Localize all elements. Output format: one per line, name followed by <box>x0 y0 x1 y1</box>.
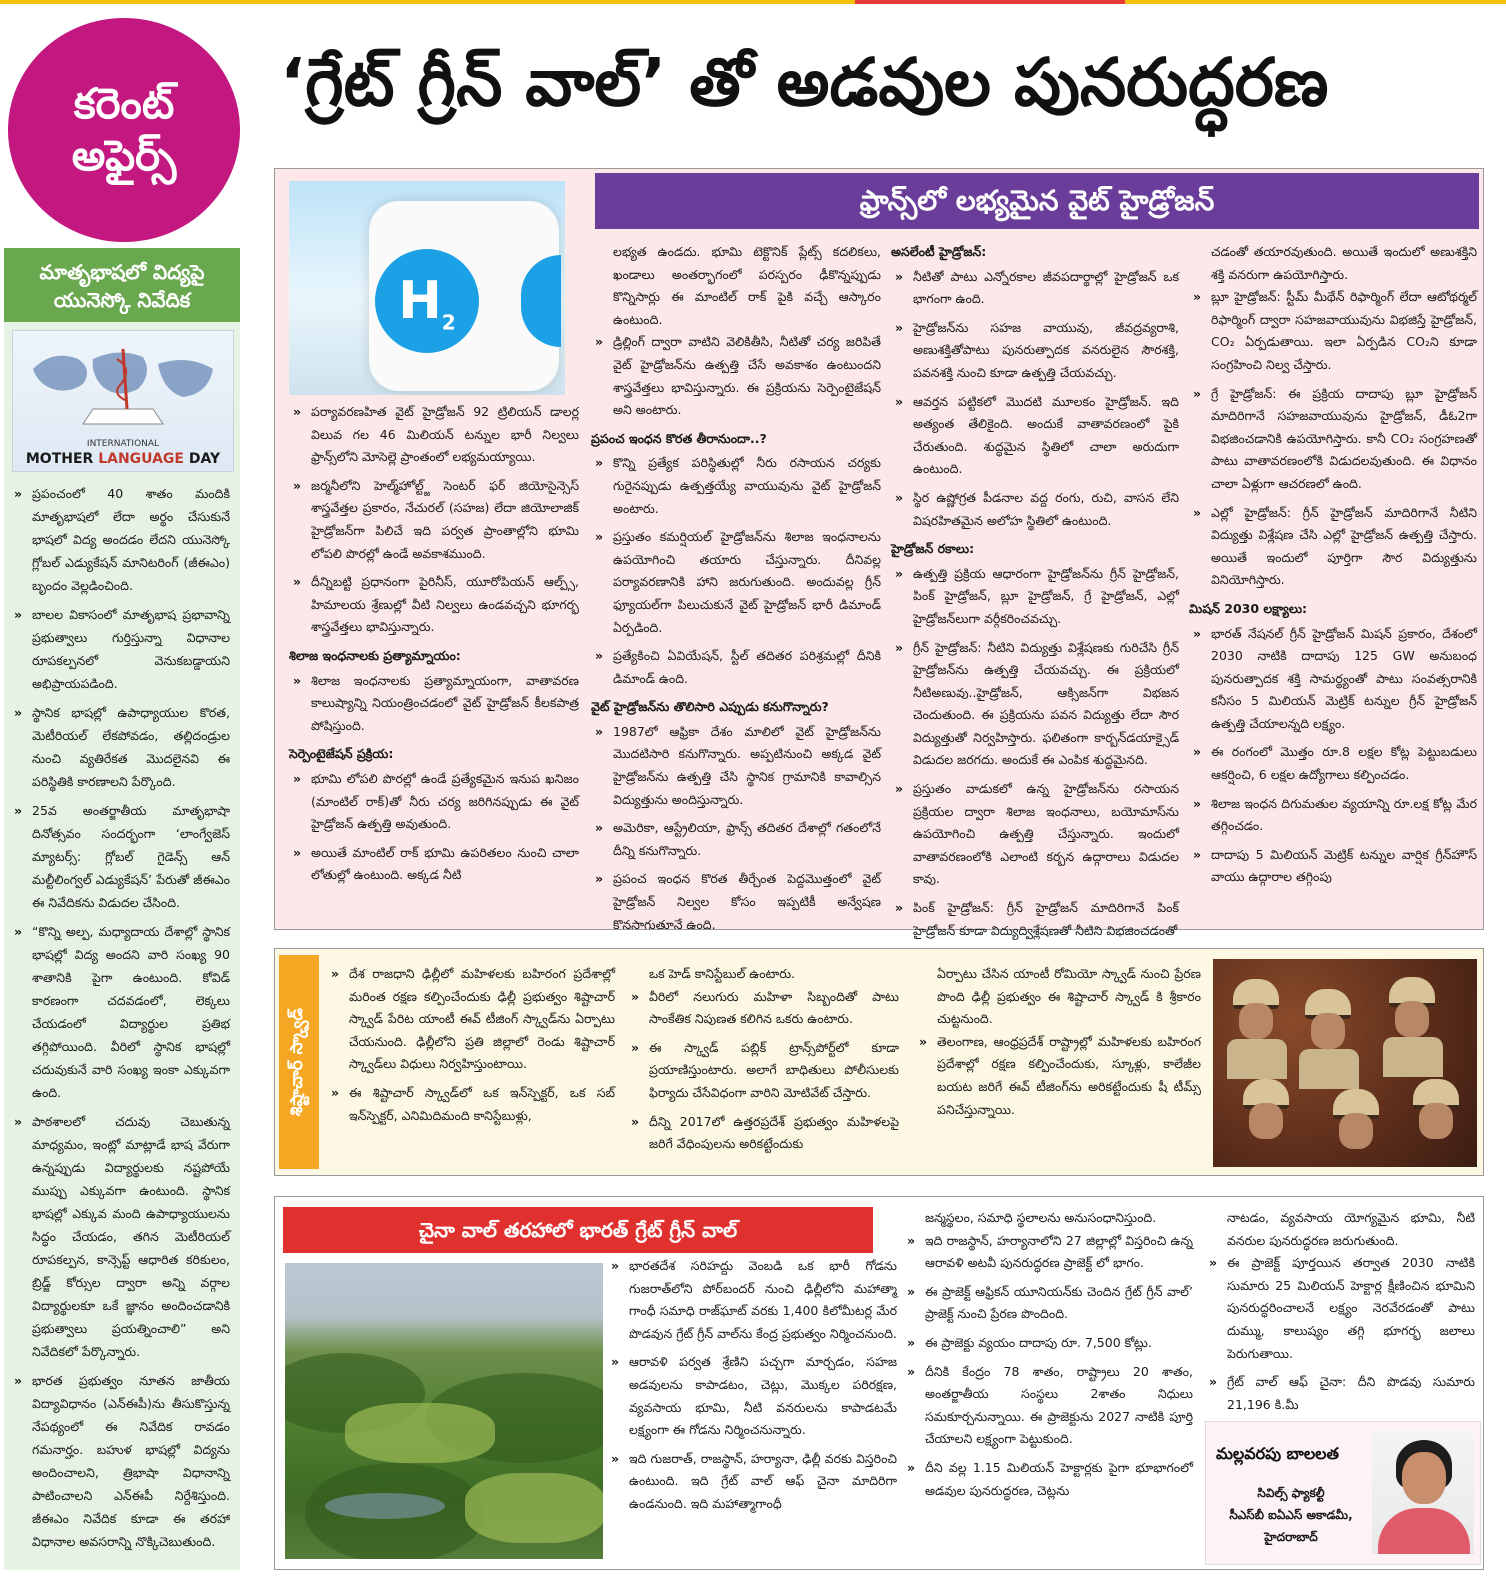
list-item: » ఉత్పత్తి ప్రక్రియ ఆధారంగా హైడ్రోజన్‌ను గ్రీన్ హైడ్రోజన్, పింక్ హైడ్రోజన్, బ్లూ హైడ్రోజన్, గ్రే హైడ్రోజన్, ఎల్లో హైడ్రోజన్‌లుగా వర్గీకరించవచ్చు. <box>891 563 1179 631</box>
h2-symbol: H <box>398 271 442 331</box>
white-hydrogen-section <box>274 168 1484 938</box>
list-item: » గ్రేట్ వాల్ ఆఫ్ చైనా: దీని పొడవు సుమారు 21,196 కి.మీ <box>1205 1371 1475 1416</box>
paragraph: ఏర్పాటు చేసిన యాంటీ రోమియో స్క్వాడ్ నుంచి ప్రేరణ పొంది ఢిల్లీ ప్రభుత్వం ఈ శిష్టాచార్ స్క్వాడ్ కి శ్రీకారం చుట్టనుంది. <box>937 966 1201 1027</box>
paragraph: నాటడం, వ్యవసాయ యోగ్యమైన భూమి, నీటి వనరుల పునరుద్ధరణ జరుగుతుంది. <box>1227 1210 1475 1248</box>
police-uniform <box>1383 1037 1443 1077</box>
left-column-text <box>4 472 240 1553</box>
mother-language-day-image <box>12 330 234 472</box>
h2-subscript: 2 <box>441 310 456 335</box>
s1-column-1 <box>289 401 579 893</box>
list-item: » హైడ్రోజన్‌ను సహజ వాయువు, జీవద్రవ్యరాశి, అణుశక్తితోపాటు పునరుత్పాదక వనరులైన సౌరశక్తి, పవనశక్తి నుంచి కూడా ఉత్పత్తి చేయవచ్చు. <box>891 317 1179 385</box>
left-column-bullets <box>10 482 230 1553</box>
s1-column-2 <box>591 241 881 942</box>
subheading: సెర్పెంటైజేషన్ ప్రక్రియ: <box>289 746 394 762</box>
vertical-label-text: శిష్టాచార్ స్క్వాడ్ <box>287 1008 307 1116</box>
police-face <box>1249 1103 1283 1139</box>
shishtachar-squad-section <box>274 948 1484 1176</box>
badge-line-1: కరెంట్ <box>73 79 175 128</box>
list-item: » ఈ ప్రాజెక్టు వ్యయం దాదాపు రూ. 7,500 కోట్లు. <box>903 1332 1193 1355</box>
great-green-wall-section <box>274 1196 1484 1570</box>
page-title: ‘గ్రేట్ గ్రీన్ వాల్’ తో అడవుల పునరుద్ధరణ <box>280 44 1329 121</box>
section-vertical-label <box>279 955 319 1169</box>
police-uniform <box>1227 1039 1287 1079</box>
list-item: » ఆరావళి పర్వత శ్రేణిని పచ్చగా మార్చడం, సహజ అడవులను కాపాడటం, చెట్లు, మొక్కల పరిరక్షణ, వ్యవసాయ భూమి, నీటి వనరులను కాపాడటమే లక్ష్యంగా ఈ గోడను నిర్మించనున్నారు. <box>607 1351 897 1441</box>
list-item: » పింక్ హైడ్రోజన్: గ్రీన్ హైడ్రోజన్ మాదిరిగానే పింక్ హైడ్రోజన్ కూడా విద్యుద్విశ్లేషణతో నీటిని విభజించడంతో <box>891 897 1179 942</box>
list-item: » భారతదేశ సరిహద్దు వెంబడి ఒక భారీ గోడను గుజరాత్‌లోని పోర్‌బందర్ నుంచి ఢిల్లీలోని మహాత్మా గాంధీ సమాధి రాజ్‌ఘాట్ వరకు 1,400 కిలోమీటర్ల మేర పొడవున గ్రేట్ గ్రీన్ వాల్‌ను కేంద్ర ప్రభుత్వం నిర్మించనుంది. <box>607 1255 897 1345</box>
great-green-wall-heading: చైనా వాల్ తరహాలో భారత్ గ్రేట్ గ్రీన్ వాల్ <box>283 1207 873 1253</box>
list-item: » డ్రిల్లింగ్ ద్వారా వాటిని వెలికితీసి, నీటితో చర్య జరిపితే వైట్ హైడ్రోజన్‌ను ఉత్పత్తి చేసే అవకాశం ఉంటుందని శాస్త్రవేత్తలు భావిస్తున్నారు. ఈ ప్రక్రియను సెర్పెంటైజేషన్ అని అంటారు. <box>591 331 881 421</box>
list-item: » ప్రస్తుతం కమర్షియల్ హైడ్రోజన్‌ను శిలాజ ఇంధనాలను ఉపయోగించి తయారు చేస్తున్నారు. దీనివల్ల పర్యావరణానికి హాని జరుగుతుంది. అందువల్ల గ్రీన్ ఫ్యూయల్‌గా పిలుచుకునే వైట్ హైడ్రోజన్ భారీ డిమాండ్ ఏర్పడింది. <box>591 526 881 639</box>
list-item: » ఈ స్క్వాడ్ పబ్లిక్ ట్రాన్స్‌పోర్ట్‌లో కూడా ప్రయాణిస్తుంటారు. అలాగే బాధితులు పోలీసులకు ఫిర్యాదు చేసేవిధంగా వారిని మోటివేట్ చేస్తారు. <box>627 1037 899 1105</box>
police-face <box>1239 1003 1273 1039</box>
list-item: » శిలాజ ఇంధన దిగుమతుల వ్యయాన్ని రూ.లక్ష కోట్ల మేర తగ్గించడం. <box>1189 793 1477 838</box>
top-color-bar-accent <box>855 0 1125 4</box>
grassland-patch <box>465 1473 603 1543</box>
s2-column-2 <box>627 963 899 1162</box>
author-line-1: సివిల్స్ ఫ్యాకల్టీ <box>1257 1486 1325 1500</box>
current-affairs-badge <box>8 18 240 242</box>
list-item: » నీటితో పాటు ఎన్నోరకాల జీవపదార్థాల్లో హైడ్రోజన్ ఒక భాగంగా ఉంది. <box>891 266 1179 311</box>
author-body <box>1378 1508 1470 1554</box>
subheading: హైడ్రోజన్ రకాలు: <box>891 541 975 557</box>
list-item: » అమెరికా, ఆస్ట్రేలియా, ఫ్రాన్స్ తదితర దేశాల్లో గతంలోనే దీన్ని కనుగొన్నారు. <box>591 817 881 862</box>
s2-column-3 <box>915 963 1201 1127</box>
list-item: » 1987లో ఆఫ్రికా దేశం మాలిలో వైట్ హైడ్రోజన్‌ను మొదటిసారి కనుగొన్నారు. అప్పటినుంచి అక్కడ వైట్ హైడ్రోజన్‌ను ఉత్పత్తి చేసి స్థానిక గ్రామానికి కావాల్సిన విద్యుత్తును అందిస్తున్నారు. <box>591 721 881 811</box>
list-item: » భూమి లోపలి పొరల్లో ఉండే ప్రత్యేకమైన ఇనుప ఖనిజం (మాంటిల్ రాక్)తో నీరు చర్య జరిగినప్పుడు ఈ వైట్ హైడ్రోజన్ ఉత్పత్తి అవుతుంది. <box>289 768 579 836</box>
subheading: వైట్ హైడ్రోజన్‌ను తొలిసారి ఎప్పుడు కనుగొన్నారు? <box>591 699 829 715</box>
police-uniform <box>1299 1049 1359 1089</box>
list-item: » గ్రీన్ హైడ్రోజన్: నీటిని విద్యుత్తు విశ్లేషణకు గురిచేసి గ్రీన్ హైడ్రోజన్‌ను ఉత్పత్తి చేయవచ్చు. ఈ ప్రక్రియలో నీటిఅణువు..హైడ్రోజన్, ఆక్సిజన్‌గా విభజన చెందుతుంది. ఈ ప్రక్రియను పవన విద్యుత్తు లేదా సౌర విద్యుత్తుతో నిర్వహిస్తారు. ఫలితంగా కార్బన్‌డయాక్సైడ్ విడుదల జరగదు. అందుకే ఈ ఎంపిక శుద్ధమైనది. <box>891 637 1179 773</box>
list-item: » ప్రపంచంలో 40 శాతం మందికి మాతృభాషలో లేదా అర్థం చేసుకునే భాషలో విద్య అందడం లేదని యునెస్కో గ్లోబల్ ఎడ్యుకేషన్ మానిటరింగ్ (జీఈఎం) బృందం వెల్లడించింది. <box>10 482 230 597</box>
list-item: » అయితే మాంటిల్ రాక్ భూమి ఉపరితలం నుంచి చాలా లోతుల్లో ఉంటుంది. అక్కడ నీటి <box>289 842 579 887</box>
s1-column-3 <box>891 241 1179 948</box>
paragraph: జన్మస్థలం, సమాధి స్థలాలను అనుసంధానిస్తుంది. <box>925 1210 1157 1225</box>
water-body <box>325 1493 445 1519</box>
list-item: » ఇది గుజరాత్, రాజస్థాన్, హర్యానా, ఢిల్లీ వరకు విస్తరించి ఉంటుంది. ఇది గ్రేట్ వాల్ ఆఫ్ చైనా మాదిరిగా ఉండనుంది. ఇది మహాత్మాగాంధీ <box>607 1448 897 1516</box>
police-face <box>1311 1013 1345 1049</box>
list-item: » స్థిర ఉష్ణోగ్రత పీడనాల వద్ద రంగు, రుచి, వాసన లేని విషరహితమైన అలోహ స్థితిలో ఉంటుంది. <box>891 487 1179 532</box>
author-name: మల్లవరపు బాలలత <box>1216 1444 1339 1463</box>
hydrogen-image <box>289 181 565 395</box>
police-face <box>1419 1103 1453 1139</box>
list-item: » శిలాజ ఇంధనాలకు ప్రత్యామ్నాయంగా, వాతావరణ కాలుష్యాన్ని నియంత్రించడంలో వైట్ హైడ్రోజన్ కీలకపాత్ర పోషిస్తుంది. <box>289 670 579 738</box>
list-item: » ఆవర్తన పట్టికలో మొదటి మూలకం హైడ్రోజన్. ఇది అత్యంత తేలికైంది. అందుకే వాతావరణంలో పైకి చేరుతుంది. శుద్ధమైన స్థితిలో చాలా అరుదుగా ఉంటుంది. <box>891 391 1179 481</box>
paragraph: లభ్యత ఉండదు. భూమి టెక్టొనిక్ ప్లేట్స్ కదలికలు, ఖండాలు అంతర్భాగంలో పరస్పరం ఢీకొన్నప్పుడు కొన్నిసార్లు ఈ మాంటిల్ రాక్ పైకి వచ్చే ఆస్కారం ఉంటుంది. <box>613 244 881 327</box>
list-item: » ఈ ప్రాజెక్ట్ పూర్తయిన తర్వాత 2030 నాటికి సుమారు 25 మిలియన్ హెక్టార్ల క్షీణించిన భూమిని పునరుద్ధరించాలనే లక్ష్యం నెరవేరడంతో పాటు దుమ్ము, కాలుష్యం తగ్గి భూగర్భ జలాలు పెరుగుతాయి. <box>1205 1252 1475 1365</box>
list-item: » ప్రత్యేకించి ఏవియేషన్, స్టీల్ తదితర పరిశ్రమల్లో దీనికి డిమాండ్ ఉంది. <box>591 645 881 690</box>
top-color-bar <box>0 0 1506 4</box>
image-caption-small: INTERNATIONAL <box>86 439 160 449</box>
author-line-3: హైదరాబాద్ <box>1264 1530 1318 1544</box>
list-item: » భారత ప్రభుత్వం నూతన జాతీయ విద్యావిధానం (ఎన్ఈపీ)ను తీసుకొస్తున్న నేపథ్యంలో ఈ నివేదిక రావడం గమనార్హం. బహుళ భాషల్లో విద్యను అందించాలని, త్రిభాషా విధానాన్ని పాటించాలని ఎన్ఈపీ నిర్దేశిస్తుంది. జీఈఎం నివేదిక కూడా ఈ తరహా విధానాల అవసరాన్ని నొక్కిచెబుతుంది. <box>10 1369 230 1553</box>
paragraph: చడంతో తయారవుతుంది. అయితే ఇందులో అణుశక్తిని శక్తి వనరుగా ఉపయోగిస్తారు. <box>1211 244 1477 282</box>
women-police-photo <box>1213 959 1477 1167</box>
list-item: » భారత్ నేషనల్ గ్రీన్ హైడ్రోజన్ మిషన్ ప్రకారం, దేశంలో 2030 నాటికి దాదాపు 125 GW అనుబంధ పునరుత్పాదక శక్తి సామర్థ్యంతో పాటు సంవత్సరానికి కనీసం 5 మిలియన్ మెట్రిక్ టన్నుల గ్రీన్ హైడ్రోజన్ ఉత్పత్తి చేయాలన్నది లక్ష్యం. <box>1189 623 1477 736</box>
list-item: » ఈ ప్రాజెక్ట్ ఆఫ్రికన్ యూనియన్‌కు చెందిన గ్రేట్ గ్రీన్ వాల్’ ప్రాజెక్ట్ నుంచి ప్రేరణ పొందింది. <box>903 1281 1193 1326</box>
list-item: » దీనికి కేంద్రం 78 శాతం, రాష్ట్రాలు 20 శాతం, అంతర్జాతీయ సంస్థలు 2శాతం నిధులు సమకూర్చనున్నాయి. ఈ ప్రాజెక్టును 2027 నాటికి పూర్తి చేయాలని లక్ష్యంగా పెట్టుకుంది. <box>903 1361 1193 1451</box>
s3-column-1 <box>607 1255 897 1522</box>
police-face <box>1395 1001 1429 1037</box>
list-item: » ఇది రాజస్థాన్, హర్యానాలోని 27 జిల్లాల్లో విస్తరించి ఉన్న ఆరావళి అటవీ పునరుద్ధరణ ప్రాజెక్ట్ లో భాగం. <box>903 1230 1193 1275</box>
image-caption-part-3: DAY <box>183 451 221 467</box>
aravalli-forest-photo <box>285 1263 603 1559</box>
s3-column-2 <box>903 1207 1193 1508</box>
list-item: » బాలల వికాసంలో మాతృభాష ప్రభావాన్ని ప్రభుత్వాలు గుర్తిస్తున్నా విధానాల రూపకల్పనలో వెనుకబడ్డాయని అభిప్రాయపడింది. <box>10 603 230 695</box>
subheading: మిషన్ 2030 లక్ష్యాలు: <box>1189 600 1308 616</box>
subheading: ప్రపంచ ఇంధన కొరత తీరానుందా..? <box>591 430 767 446</box>
list-item: » గ్రే హైడ్రోజన్: ఈ ప్రక్రియ దాదాపు బ్లూ హైడ్రోజన్ మాదిరిగానే సహజవాయువును హైడ్రోజన్, డీఓ2గా విభజించడానికి ఉపయోగిస్తారు. కానీ CO₂ సంగ్రహణతో పాటు వాతావరణంలోకి విడుదలవుతుంది. ఈ విధానం చాలా ఏళ్లుగా ఆచరణలో ఉంది. <box>1189 383 1477 496</box>
police-face <box>1339 1113 1373 1149</box>
list-item: » ప్రస్తుతం వాడుకలో ఉన్న హైడ్రోజన్‌ను రసాయన ప్రక్రియల ద్వారా శిలాజ ఇంధనాలు, బయోమాస్‌ను ఉపయోగించి ఉత్పత్తి చేస్తున్నారు. ఇందులో వాతావరణంలోకి ఎలాంటి కర్బన ఉద్గారాలు విడుదల కావు. <box>891 778 1179 891</box>
list-item: » దీన్నిబట్టి ప్రధానంగా పైరినీస్, యూరోపియన్ ఆల్ప్స్, హిమాలయ శ్రేణుల్లో వీటి నిల్వలు ఉండవచ్చని భూగర్భ శాస్త్రవేత్తలు భావిస్తున్నారు. <box>289 571 579 639</box>
h2-logo-icon <box>375 249 479 353</box>
list-item: » బ్లూ హైడ్రోజన్: స్టీమ్ మీథేన్ రిఫార్మింగ్ లేదా ఆటోథర్మల్ రిఫార్మింగ్ ద్వారా సహజవాయువును విభజిస్తే హైడ్రోజన్, CO₂ ఏర్పడుతాయి. ఇలా ఏర్పడిన CO₂ని కూడా సంగ్రహించి నిల్వ చేస్తారు. <box>1189 286 1477 376</box>
grassland-patch <box>345 1403 495 1463</box>
image-caption-part-1: MOTHER <box>25 451 99 467</box>
list-item: » దాదాపు 5 మిలియన్ మెట్రిక్ టన్నుల వార్షిక గ్రీన్‌హౌస్ వాయు ఉద్గారాల తగ్గింపు <box>1189 844 1477 889</box>
list-item: » స్థానిక భాషల్లో ఉపాధ్యాయుల కొరత, మెటీరియల్ లేకపోవడం, తల్లిదండ్రుల నుంచి వ్యతిరేకత మొదలైనవి ఈ పరిస్థితికి కారణాలని పేర్కొంది. <box>10 701 230 793</box>
author-face <box>1402 1452 1446 1504</box>
world-map-icon <box>23 339 223 429</box>
left-column-heading: మాతృభాషలో విద్యపై యునెస్కో నివేదిక <box>4 248 240 322</box>
list-item: » పర్యావరణహిత వైట్ హైడ్రోజన్ 92 ట్రిలియన్ డాలర్ల విలువ గల 46 మిలియన్ టన్నుల భారీ నిల్వలు ఫ్రాన్స్‌లోని మోసెల్లె ప్రాంతంలో లభ్యమయ్యాయి. <box>289 401 579 469</box>
list-item: » ఎల్లో హైడ్రోజన్: గ్రీన్ హైడ్రోజన్ మాదిరిగానే నీటిని విద్యుత్తు విశ్లేషణ చేసి ఎల్లో హైడ్రోజన్ ఉత్పత్తి చేస్తారు. అయితే ఇందులో పూర్తిగా సౌర విద్యుత్తును వినియోగిస్తారు. <box>1189 502 1477 592</box>
white-hydrogen-heading: ఫ్రాన్స్‌లో లభ్యమైన వైట్ హైడ్రోజన్ <box>595 173 1479 229</box>
s1-column-4 <box>1189 241 1477 895</box>
list-item: » దీని వల్ల 1.15 మిలియన్ హెక్టార్లకు పైగా భూభాగంలో అడవుల పునరుద్ధరణ, చెట్లను <box>903 1457 1193 1502</box>
left-column-article <box>4 248 240 1570</box>
list-item: » ఈ శిష్టాచార్ స్క్వాడ్‌లో ఒక ఇన్‌స్పెక్టర్, ఒక సబ్ ఇన్‌స్పెక్టర్, ఎనిమిదిమంది కానిస్టేబుళ్లు, <box>327 1082 615 1127</box>
author-photo <box>1372 1430 1474 1554</box>
list-item: » ప్రపంచ ఇంధన కొరత తీర్చేంత పెద్దమొత్తంలో వైట్ హైడ్రోజన్ నిల్వల కోసం ఇప్పటికీ అన్వేషణ కొనసాగుతూనే ఉంది. <box>591 868 881 936</box>
badge-line-2: అఫైర్స్ <box>71 131 177 180</box>
s3-column-3 <box>1205 1207 1475 1422</box>
subheading: అసలేంటీ హైడ్రోజన్: <box>891 244 987 259</box>
list-item: » వీరిలో నలుగురు మహిళా సిబ్బందితో పాటు సాంకేతిక నిపుణత కలిగిన ఒకరు ఉంటారు. <box>627 986 899 1031</box>
author-line-2: సీఎస్‌బీ ఐఏఎస్ అకాడమీ, <box>1229 1508 1353 1522</box>
list-item: » జర్మనీలోని హెల్మ్‌హోల్ట్జ్ సెంటర్ ఫర్ జియోసైన్సెస్ శాస్త్రవేత్తల ప్రకారం, నేచురల్ (సహజ) లేదా జియోలాజిక్ హైడ్రోజన్‌గా పిలిచే ఇది పర్వత ప్రాంతాల్లోని భూమి లోపలి పొరల్లో ఉండే అవకాశముంది. <box>289 475 579 565</box>
list-item: » పాఠశాలలో చదువు చెబుతున్న మాధ్యమం, ఇంట్లో మాట్లాడే భాష వేరుగా ఉన్నప్పుడు విద్యార్థులకు నష్టపోయే ముప్పు ఎక్కువగా ఉంటుంది. స్థానిక భాషల్లో ఎక్కువ మంది ఉపాధ్యాయులను సిద్ధం చేయడం, తగిన మెటీరియల్ రూపకల్పన, కాన్సెప్ట్ ఆధారిత కరికులం, బ్రిడ్జ్ కోర్సుల ద్వారా అన్ని వర్గాల విద్యార్థులకూ ఒకే జ్ఞానం అందించడానికి ప్రభుత్వాలు ప్రయత్నించాలి” అని నివేదికలో పేర్కొన్నారు. <box>10 1110 230 1363</box>
list-item: » 25వ అంతర్జాతీయ మాతృభాషా దినోత్సవం సందర్భంగా ‘లాంగ్వేజెస్ మ్యాటర్స్: గ్లోబల్ గైడెన్స్ ఆన్ మల్టీలింగ్వల్ ఎడ్యుకేషన్’ పేరుతో జీఈఎం ఈ నివేదికను విడుదల చేసింది. <box>10 799 230 914</box>
list-item: » కొన్ని ప్రత్యేక పరిస్థితుల్లో నీరు రసాయన చర్యకు గురైనప్పుడు ఉత్పత్తయ్యే వాయువును వైట్ హైడ్రోజన్ అంటారు. <box>591 452 881 520</box>
list-item: » దేశ రాజధాని ఢిల్లీలో మహిళలకు బహిరంగ ప్రదేశాల్లో మరింత రక్షణ కల్పించేందుకు ఢిల్లీ ప్రభుత్వం శిష్టాచార్ స్క్వాడ్ పేరిట యాంటీ ఈవ్ టీజింగ్ స్క్వాడ్‌ను ఏర్పాటు చేయనుంది. ఢిల్లీలోని ప్రతి జిల్లాలో రెండు శిష్టాచార్ స్క్వాడ్‌లు విధులు నిర్వహిస్తుంటాయి. <box>327 963 615 1076</box>
image-caption-main <box>13 451 233 467</box>
list-item: » దీన్ని 2017లో ఉత్తరప్రదేశ్ ప్రభుత్వం మహిళలపై జరిగే వేధింపులను అరికట్టేందుకు <box>627 1111 899 1156</box>
author-designation <box>1216 1482 1366 1548</box>
author-box <box>1205 1421 1481 1565</box>
subheading: శిలాజ ఇంధనాలకు ప్రత్యామ్నాయం: <box>289 647 461 663</box>
image-caption-part-2: LANGUAGE <box>98 451 184 467</box>
list-item: » “కొన్ని అల్ప, మధ్యాదాయ దేశాల్లో స్థానిక భాషల్లో విద్య అందని వారి సంఖ్య 90 శాతానికి పైగా ఉంటుంది. కోవిడ్ కారణంగా చదవడంలో, లెక్కలు చేయడంలో విద్యార్థుల ప్రతిభ తగ్గిపోయింది. వీరిలో స్థానిక భాషల్లో చదువుకునే వారి సంఖ్య ఇంకా ఎక్కువగా ఉంది. <box>10 920 230 1104</box>
list-item: » తెలంగాణ, ఆంధ్రప్రదేశ్ రాష్ట్రాల్లో మహిళలకు బహిరంగ ప్రదేశాల్లో రక్షణ కల్పించేందుకు, స్కూళ్లు, కాలేజీల బయట జరిగే ఈవ్ టీజింగ్‌ను అరికట్టేందుకు షీ టీమ్స్ పనిచేస్తున్నాయి. <box>915 1031 1201 1121</box>
list-item: » ఈ రంగంలో మొత్తం రూ.8 లక్షల కోట్ల పెట్టుబడులు ఆకర్షించి, 6 లక్షల ఉద్యోగాలు కల్పించడం. <box>1189 741 1477 786</box>
s2-column-1 <box>327 963 615 1133</box>
paragraph: ఒక హెడ్ కానిస్టేబుల్ ఉంటారు. <box>649 966 795 981</box>
